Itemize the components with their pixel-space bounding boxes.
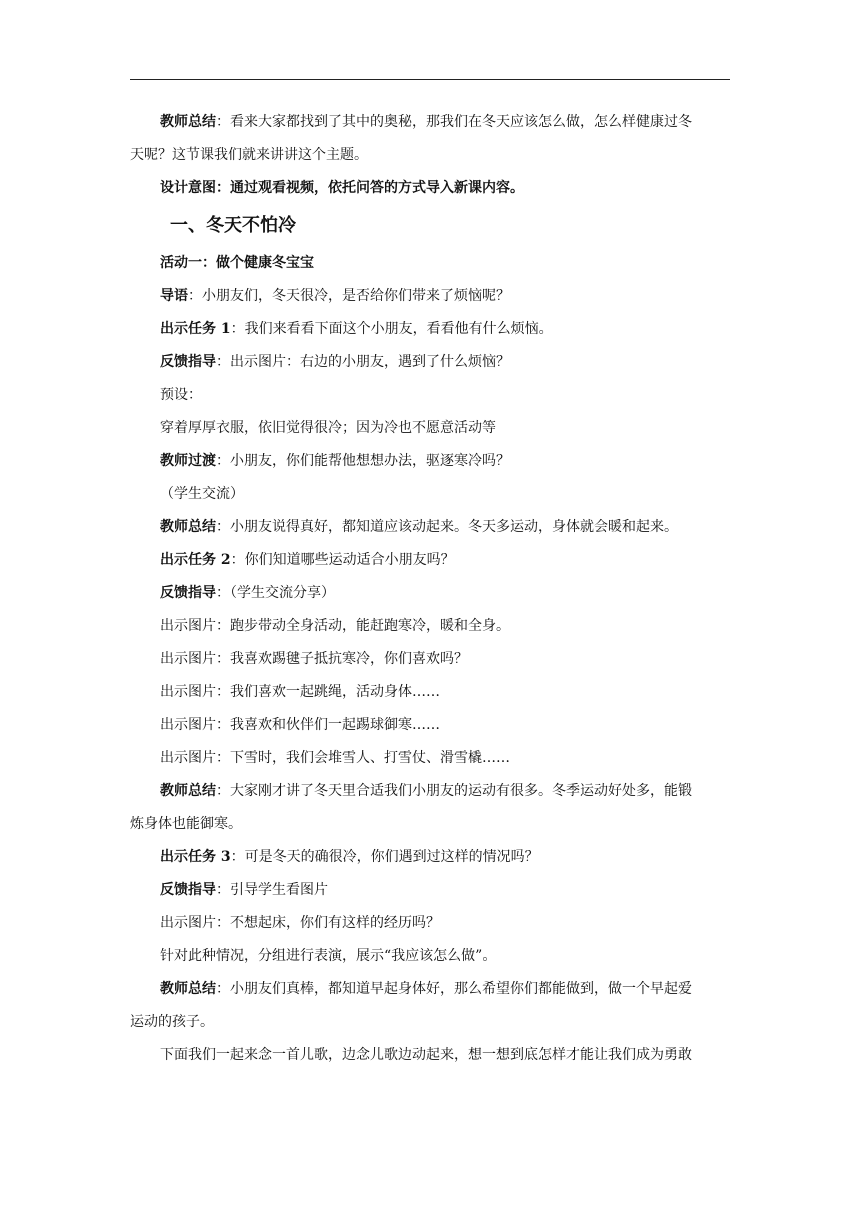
paragraph-task-3 xyxy=(130,841,730,874)
text: ：小朋友，你们能帮他想想办法，驱逐寒冷吗？ xyxy=(216,453,510,469)
text: ：出示图片：右边的小朋友，遇到了什么烦恼？ xyxy=(216,354,510,370)
paragraph-student-discussion: （学生交流） xyxy=(160,486,244,502)
paragraph-task-2 xyxy=(130,544,730,577)
paragraph-intro xyxy=(130,280,730,313)
text: ：小朋友们，冬天很冷，是否给你们带来了烦恼呢？ xyxy=(188,288,510,304)
label: 反馈指导 xyxy=(160,585,216,601)
paragraph-picture: 出示图片：我喜欢踢毽子抵抗寒冷，你们喜欢吗？ xyxy=(160,651,468,667)
text: ：小朋友们真棒，都知道早起身体好，那么希望你们都能做到，做一个早起爱 xyxy=(216,981,692,997)
paragraph-task-1 xyxy=(130,313,730,346)
label: 教师总结 xyxy=(160,783,216,799)
paragraph-teacher-summary-3-cont: 炼身体也能御寒。 xyxy=(130,816,242,832)
label: 出示任务 3 xyxy=(160,849,231,865)
paragraph-performance: 针对此种情况，分组进行表演，展示“我应该怎么做”。 xyxy=(160,948,497,964)
label: 教师过渡 xyxy=(160,453,216,469)
text: ：可是冬天的确很冷，你们遇到过这样的情况吗？ xyxy=(230,849,539,865)
paragraph-preset: 预设： xyxy=(160,387,202,403)
label: 导语 xyxy=(160,288,188,304)
text: ：看来大家都找到了其中的奥秘，那我们在冬天应该怎么做，怎么样健康过冬 xyxy=(216,114,692,130)
label: 出示任务 2 xyxy=(160,552,231,568)
label: 反馈指导 xyxy=(160,354,216,370)
paragraph-feedback-1 xyxy=(130,346,730,379)
label: 出示任务 1 xyxy=(160,321,231,337)
paragraph-teacher-transition xyxy=(130,445,730,478)
text: ：引导学生看图片 xyxy=(216,882,328,898)
paragraph-picture: 出示图片：跑步带动全身活动，能赶跑寒冷，暖和全身。 xyxy=(160,618,510,634)
paragraph-teacher-summary-1-cont: 天呢？这节课我们就来讲讲这个主题。 xyxy=(130,147,368,163)
document-body xyxy=(130,106,730,1072)
paragraph-preset-answer: 穿着厚厚衣服，依旧觉得很冷；因为冷也不愿意活动等 xyxy=(160,420,496,436)
text: ：（学生交流分享） xyxy=(216,585,335,601)
text: ：大家刚才讲了冬天里合适我们小朋友的运动有很多。冬季运动好处多，能锻 xyxy=(216,783,692,799)
paragraph-teacher-summary-3 xyxy=(130,775,730,808)
activity-title: 活动一：做个健康冬宝宝 xyxy=(160,255,314,271)
text: ：我们来看看下面这个小朋友，看看他有什么烦恼。 xyxy=(230,321,553,337)
paragraph-feedback-3 xyxy=(130,874,730,907)
label: 教师总结 xyxy=(160,981,216,997)
design-intent-text: 设计意图：通过观看视频，依托问答的方式导入新课内容。 xyxy=(160,180,524,196)
section-heading: 一、冬天不怕冷 xyxy=(170,215,296,236)
paragraph-nursery-rhyme: 下面我们一起来念一首儿歌，边念儿歌边动起来，想一想到底怎样才能让我们成为勇敢 xyxy=(160,1047,692,1063)
paragraph-picture-6: 出示图片：不想起床，你们有这样的经历吗？ xyxy=(160,915,440,931)
paragraph-teacher-summary-4-cont: 运动的孩子。 xyxy=(130,1014,214,1030)
paragraph-feedback-2 xyxy=(130,577,730,610)
label: 教师总结 xyxy=(160,519,216,535)
paragraph-picture: 出示图片：我们喜欢一起跳绳，活动身体…… xyxy=(160,684,440,700)
paragraph-teacher-summary-1 xyxy=(130,106,730,139)
paragraph-teacher-summary-4 xyxy=(130,973,730,1006)
paragraph-teacher-summary-2 xyxy=(130,511,730,544)
header-rule xyxy=(130,79,730,80)
text: ：小朋友说得真好，都知道应该动起来。冬天多运动，身体就会暖和起来。 xyxy=(216,519,678,535)
label: 教师总结 xyxy=(160,114,216,130)
paragraph-picture: 出示图片：下雪时，我们会堆雪人、打雪仗、滑雪橇…… xyxy=(160,750,510,766)
label: 反馈指导 xyxy=(160,882,216,898)
paragraph-picture: 出示图片：我喜欢和伙伴们一起踢球御寒…… xyxy=(160,717,440,733)
design-intent xyxy=(130,172,730,205)
text: ：你们知道哪些运动适合小朋友吗？ xyxy=(230,552,455,568)
